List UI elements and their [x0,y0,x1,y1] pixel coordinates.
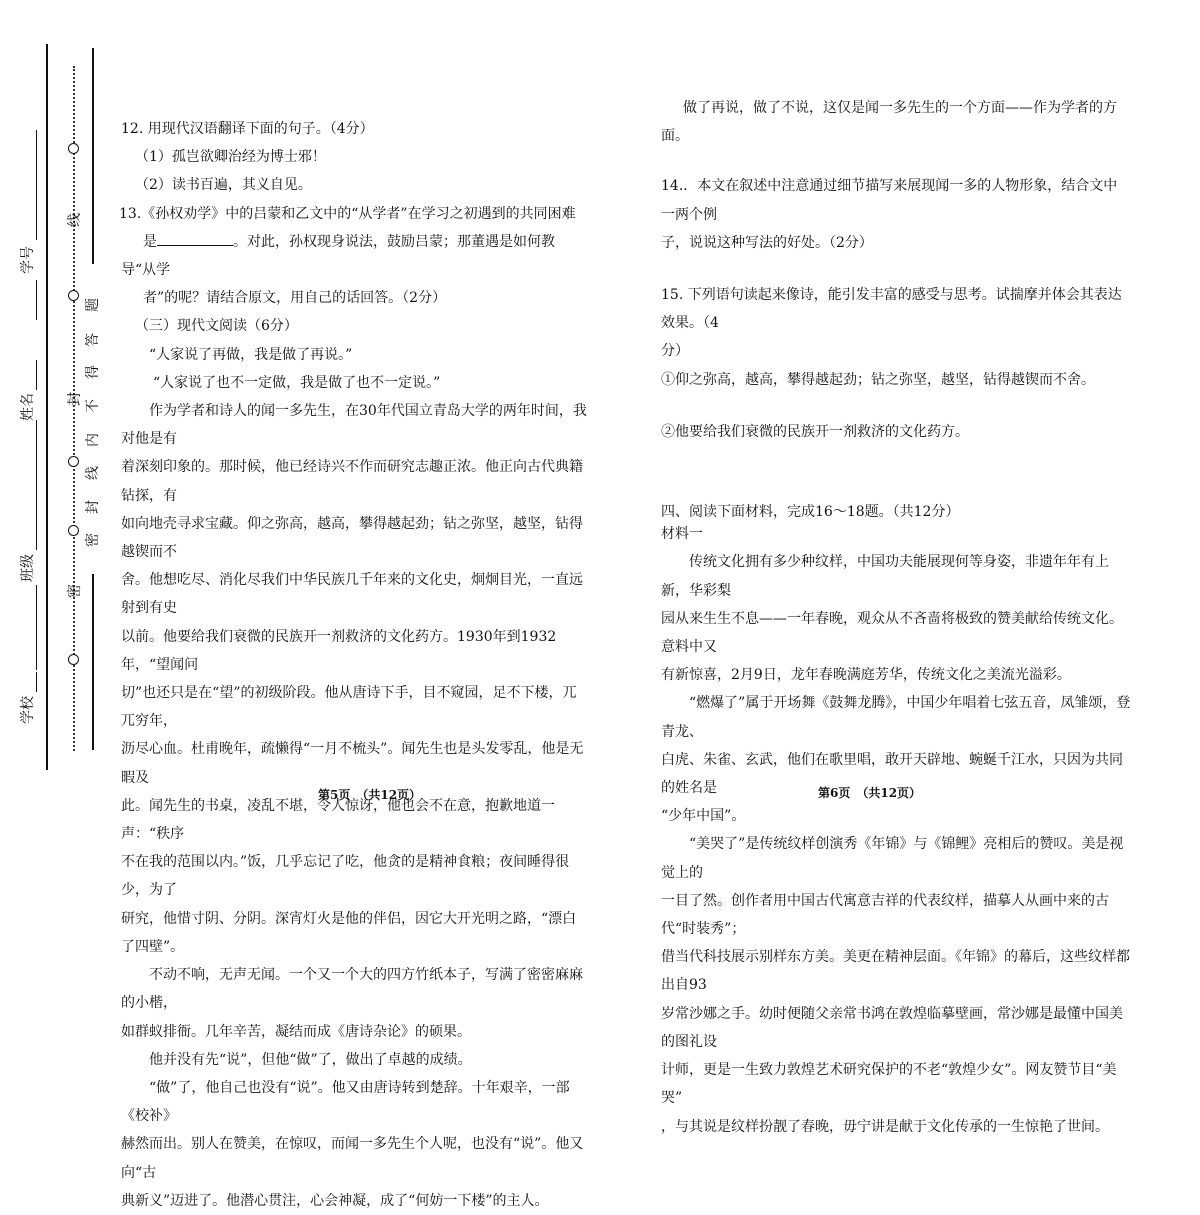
seal-circle [68,525,79,536]
paragraph-line: 沥尽心血。杜甫晚年，疏懒得“一月不梳头”。闻先生也是头发零乱，他是无暇及 [121,741,584,786]
student-id-underline [36,130,37,240]
epigraph-quote-2: “人家说了也不一定做，我是做了也不一定说。” [153,374,441,391]
paragraph-line: 他并没有先“说”，但他“做”了，做出了卓越的成绩。 [149,1051,472,1068]
seal-char: 不 [85,399,101,413]
left-page [121,115,589,1215]
right-page [661,94,1131,1141]
question-15-line: 分） [661,343,689,360]
seal-char: 密 [67,584,83,598]
class-underline-2 [36,585,37,670]
paragraph-line: 园从来生生不息——一年春晚，观众从不吝啬将极致的赞美献给传统文化。意料中又 [661,610,1123,656]
seal-char: 封 [85,500,101,514]
name-underline-2 [36,420,37,500]
inner-binding-line [92,48,94,264]
question-15-item-2: ②他要给我们衰微的民族开一剂救济的文化药方。 [661,423,969,440]
paragraph-line: 作为学者和诗人的闻一多先生，在30年代国立青岛大学的两年时间，我对他是有 [121,403,587,448]
question-12: 12. 用现代汉语翻译下面的句子。（4分） [121,121,374,137]
question-12-item-2: （2）读书百遍，其义自见。 [135,177,312,194]
outer-binding-line [46,44,48,770]
paragraph-line: 典新义”迈进了。他潜心贯注，心会神凝，成了“何妨一下楼”的主人。 [121,1192,549,1209]
section-3-heading: （三）现代文阅读（6分） [135,318,298,335]
question-12-item-1: （1）孤岂欲卿治经为博士邪！ [135,149,326,166]
student-id-label: 学号 [20,246,36,274]
paragraph-line: 不在我的范围以内。”饭，几乎忘记了吃，他贪的是精神食粮；夜间睡得很少，为了 [121,854,570,899]
paragraph-line: 岁常沙娜之手。幼时便随父亲常书鸿在敦煌临摹壁画，常沙娜是最懂中国美的图礼设 [661,1005,1123,1050]
paragraph-line: 白虎、朱雀、玄武，他们在歌里唱，敢开天辟地、蜿蜒千江水，只因为共同的姓名是 [661,751,1123,797]
material-1-heading: 材料一 [661,526,703,543]
student-id-underline-2 [36,280,37,320]
page-number-right: 第6页 （共12页） [818,786,922,800]
seal-char: 答 [85,333,101,347]
question-13-pre: 是 [143,233,157,250]
page-number-left: 第5页 （共12页） [318,788,422,802]
section-4-heading: 四、阅读下面材料，完成16～18题。（共12分） [661,504,960,521]
continuation-line: 做了再说，做了不说，这仅是闻一多先生的一个方面——作为学者的方面。 [661,100,1117,145]
paragraph-line: 不动不响，无声无闻。一个又一个大的四方竹纸本子，写满了密密麻麻的小楷， [121,967,583,1012]
paragraph-line: 此。闻先生的书桌，凌乱不堪，令人惊讶，他也会不在意，抱歉地道一声：“秩序 [121,797,555,843]
school-label: 学校 [20,696,36,724]
class-underline [36,500,37,550]
paragraph-line: 借当代科技展示别样东方美。美更在精神层面。《年锦》的幕后，这些纹样都出自93 [661,949,1130,994]
question-13-line: 者”的呢？请结合原文，用自己的话回答。（2分） [143,290,447,307]
paragraph-line: 计师，更是一生致力敦煌艺术研究保护的不老“敦煌少女”。网友赞节目“美哭” [661,1062,1117,1107]
paragraph-line: “少年中国”。 [661,808,746,825]
paragraph-line: 传统文化拥有多少种纹样，中国功夫能展现何等身姿，非遗年年有上新，华彩梨 [661,554,1109,599]
paragraph-line: “做”了，他自己也没有“说”。他又由唐诗转到楚辞。十年艰辛，一部《校补》 [121,1079,570,1125]
paragraph-line: 舍。他想吃尽、消化尽我们中华民族几千年来的文化史，炯炯目光，一直远射到有史 [121,572,583,617]
paragraph-line: 有新惊喜，2月9日，龙年春晚满庭芳华，传统文化之美流光溢彩。 [661,667,1071,684]
paragraph-line: 如向地壳寻求宝藏。仰之弥高，越高，攀得越起劲；钻之弥坚，越坚，钻得越锲而不 [121,515,583,561]
paragraph-line: 研究，他惜寸阴、分阴。深宵灯火是他的伴侣，因它大开光明之路，“漂白了四壁”。 [121,910,577,955]
question-13-line [121,228,589,284]
class-label: 班级 [20,554,36,582]
question-13-post: 。对此，孙权现身说法，鼓励吕蒙；那董遇是如何教导“从学 [121,233,555,279]
seal-circle [68,654,79,665]
seal-char: 线 [85,466,101,480]
name-label: 姓名 [20,393,36,421]
seal-char: 封 [67,392,83,406]
paragraph-line: 以前。他要给我们衰微的民族开一剂救济的文化药方。1930年到1932年，“望闻问 [121,628,557,673]
answer-blank[interactable] [157,231,233,246]
seal-char: 得 [85,365,101,379]
paragraph-line: 如群蚁排衙。几年辛苦，凝结而成《唐诗杂论》的硕果。 [121,1023,471,1040]
paragraph-line: 赫然而出。别人在赞美，在惊叹，而闻一多先生个人呢，也没有“说”。他又向“古 [121,1136,584,1181]
paragraph-line: “美哭了”是传统纹样创演秀《年锦》与《锦鲤》亮相后的赞叹。美是视觉上的 [661,836,1124,881]
seal-char: 线 [67,213,83,227]
paragraph-line: “燃爆了”属于开场舞《鼓舞龙腾》，中国少年唱着七弦五音，凤雏颂，登青龙、 [661,695,1131,740]
epigraph-quote-1: “人家说了再做，我是做了再说。” [149,346,353,363]
inner-binding-line-lower [92,574,94,750]
question-15-item-1: ①仰之弥高，越高，攀得越起劲；钻之弥坚，越坚，钻得越锲而不舍。 [661,371,1095,388]
question-14-line: 子，说说这种写法的好处。（2分） [661,234,873,251]
seal-char: 题 [85,298,101,312]
question-15-line: 15. 下列语句读起来像诗，能引发丰富的感受与思考。试揣摩并体会其表达效果。（4 [661,287,1122,332]
seal-circle [68,290,79,301]
seal-char: 内 [85,433,101,447]
paragraph-line: 着深刻印象的。那时候，他已经诗兴不作而研究志趣正浓。他正向古代典籍钻探，有 [121,459,583,504]
seal-circle [68,456,79,467]
question-13-line: 13.《孙权劝学》中的吕蒙和乙文中的“从学者”在学习之初遇到的共同困难 [119,205,576,222]
paragraph-line: 切”也还只是在“望”的初级阶段。他从唐诗下手，目不窥园，足不下楼，兀兀穷年， [121,685,577,730]
seal-circle [68,143,79,154]
question-14-line: 14.．本文在叙述中注意通过细节描写来展现闻一多的人物形象，结合文中一两个例 [661,178,1118,223]
paragraph-line: ，与其说是纹样扮靓了春晚，毋宁讲是献于文化传承的一生惊艳了世间。 [661,1118,1109,1135]
paragraph-line: 一目了然。创作者用中国古代寓意吉祥的代表纹样，描摹人从画中来的古代“时装秀”； [661,892,1109,938]
name-underline [36,360,37,390]
dotted-seal-line [73,66,75,751]
binding-margin [0,0,110,848]
seal-char: 密 [85,533,101,547]
school-underline [36,672,37,692]
